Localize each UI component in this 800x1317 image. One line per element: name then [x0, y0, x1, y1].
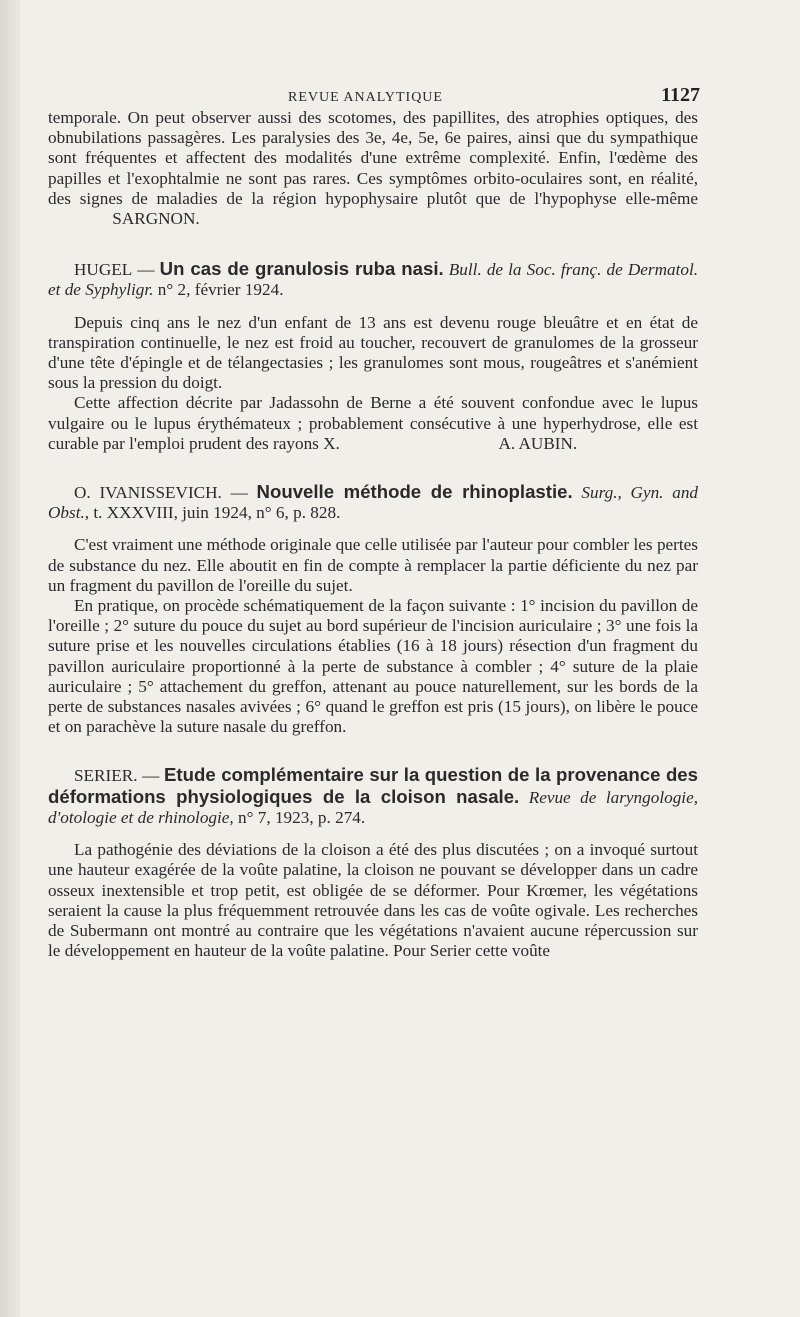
article-paragraph	[48, 393, 698, 454]
intro-text: temporale. On peut observer aussi des scotomes, des papillites, des atrophies optiques, des obnubilations passagères. Les paralysies des 3e, 4e, 5e, 6e paires, ainsi que du sympathique sont fréquentes et affectent des modalités d'une extrême complexité. Enfin, l'œdème des papilles et l'exophtalmie ne sont pas rares. Ces symptômes orbito-oculaires sont, en réalité, des signes de maladies de la région hypophysaire plutôt que de l'hypophyse elle-même	[48, 108, 698, 208]
article-source-details: n° 7, 1923, p. 274.	[233, 807, 366, 827]
article-heading	[48, 765, 698, 828]
article-source-details: t. XXXVIII, juin 1924, n° 6, p. 828.	[89, 503, 341, 523]
article-author: O. IVANISSEVICH.	[74, 483, 222, 503]
article-title: Un cas de granulosis ruba nasi.	[159, 258, 444, 280]
intro-section	[48, 108, 698, 229]
heading-dash: —	[221, 483, 257, 503]
article-paragraph: La pathogénie des déviations de la cloison a été des plus discutées ; on a invoqué surtout une hauteur exagérée de la voûte palatine, la cloison ne pouvant se développer dans un cadre osseux inextensible et trop petit, est obligée de se déformer. Pour Krœmer, les végétations seraient la cause la plus fréquemment retrouvée dans les cas de voûte ogivale. Les recherches de Subermann ont montré au contraire que les végétations n'avaient aucune répercussion sur le développement en hauteur de la voûte palatine. Pour Serier cette voûte	[48, 840, 698, 961]
journal-page	[48, 78, 698, 961]
article-source: Revue de laryngologie, d'otologie et de rhinologie,	[48, 787, 698, 827]
article-paragraph-text: Cette affection décrite par Jadassohn de Berne a été souvent confondue avec le lupus vulgaire ou le lupus érythémateux ; probablement consécutive à une hyperhydrose, elle est curable par l'emploi prudent des rayons X.	[48, 393, 698, 453]
article-ivanissevich	[48, 482, 698, 737]
article-signature: A. AUBIN.	[498, 433, 578, 453]
article-author: SERIER.	[74, 766, 138, 786]
article-paragraph: En pratique, on procède schématiquement de la façon suivante : 1° incision du pavillon de l'oreille ; 2° suture du pouce du sujet au bord supérieur de l'incision auriculaire ; 3° une fois la suture prise et les nouvelles circulations établies (16 à 18 jours) résection d'un fragment du pavillon auriculaire proportionné à la perte de substance à combler ; 4° suture de la plaie auriculaire ; 5° attachement du greffon, attenant au pouce naturellement, sur les bords de la perte de substances nasales avivées ; 6° quand le greffon est pris (15 jours), on libère le pouce et on parachève la suture nasale du greffon.	[48, 596, 698, 737]
article-paragraph: C'est vraiment une méthode originale que celle utilisée par l'auteur pour combler les pertes de substance du nez. Elle aboutit en fin de compte à remplacer la partie déficiente du nez par un fragment du pavillon de l'oreille du sujet.	[48, 535, 698, 595]
article-title: Etude complémentaire sur la question de la provenance des déformations physiologiques de la cloison nasale.	[48, 764, 698, 807]
heading-dash: —	[132, 260, 160, 280]
running-title: REVUE ANALYTIQUE	[288, 90, 443, 105]
page-left-edge	[0, 0, 20, 1317]
intro-signature: SARGNON.	[112, 209, 200, 229]
article-serier	[48, 765, 698, 961]
heading-dash: —	[137, 766, 165, 786]
article-source-details: n° 2, février 1924.	[153, 280, 284, 300]
article-heading	[48, 259, 698, 300]
article-hugel	[48, 259, 698, 454]
article-author: HUGEL	[74, 260, 133, 280]
page-header	[48, 78, 698, 108]
intro-paragraph	[48, 108, 698, 229]
article-paragraph: Depuis cinq ans le nez d'un enfant de 13 ans est devenu rouge bleuâtre et en état de transpiration continuelle, le nez est froid au toucher, recouvert de granulomes de la grosseur d'une tête d'épingle et de télangectasies ; les granulomes sont mous, rougeâtres et s'anémient sous la pression du doigt.	[48, 312, 698, 393]
article-title: Nouvelle méthode de rhinoplastie.	[256, 481, 573, 503]
page-number: 1127	[661, 84, 700, 106]
article-source: Bull. de la Soc. franç. de Dermatol. et de Syphyligr.	[48, 260, 699, 300]
article-source: Surg., Gyn. and Obst.,	[48, 483, 699, 523]
article-heading	[48, 482, 698, 523]
